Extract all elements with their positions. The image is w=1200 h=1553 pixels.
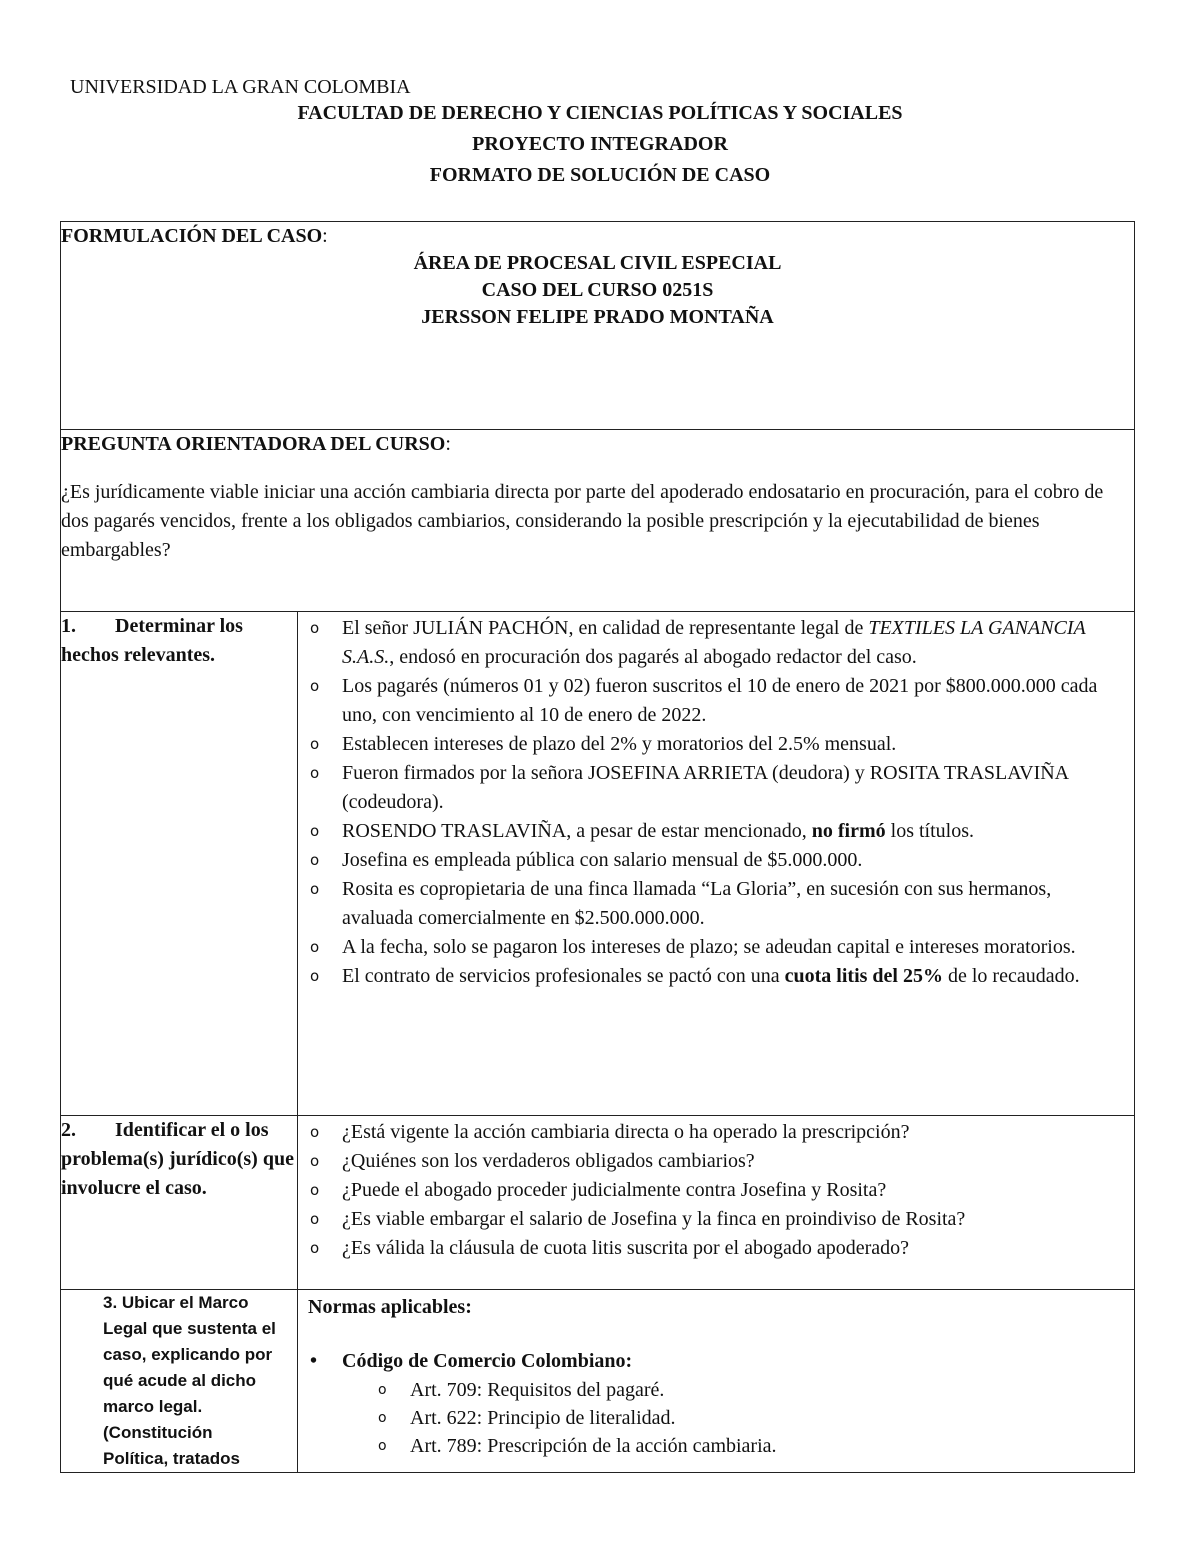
case-code: CASO DEL CURSO 0251S bbox=[481, 279, 714, 301]
fact-item bbox=[308, 817, 1116, 846]
fact-item bbox=[308, 759, 1116, 817]
fact-text: ROSENDO TRASLAVIÑA, a pesar de estar mencionado, bbox=[342, 820, 812, 842]
section1-number: 1. bbox=[61, 615, 76, 637]
project-title: PROYECTO INTEGRADOR bbox=[472, 133, 728, 155]
article-item bbox=[376, 1376, 1124, 1404]
fact-bullet: o bbox=[310, 677, 320, 695]
articles-list bbox=[308, 1376, 1124, 1460]
question-text: ¿Quiénes son los verdaderos obligados cambiarios? bbox=[342, 1150, 755, 1172]
formulacion-cell bbox=[61, 222, 1135, 430]
article-bullet: o bbox=[378, 1438, 387, 1454]
fact-italic: TEXTILES LA GANANCIA S.A.S. bbox=[342, 617, 1086, 668]
fact-bullet: o bbox=[310, 735, 320, 753]
question-text: ¿Es viable embargar el salario de Josefina y la finca en proindiviso de Rosita? bbox=[342, 1208, 966, 1230]
formulacion-label: FORMULACIÓN DEL CASO: bbox=[61, 225, 328, 247]
fact-text: Josefina es empleada pública con salario mensual de $5.000.000. bbox=[342, 849, 863, 871]
question-text: ¿Es válida la cláusula de cuota litis suscrita por el abogado apoderado? bbox=[342, 1237, 910, 1259]
section2-title: Identificar el o los problema(s) jurídico(s) que involucre el caso. bbox=[61, 1119, 294, 1199]
fact-text: , endosó en procuración dos pagarés al abogado redactor del caso. bbox=[389, 646, 917, 668]
fact-item bbox=[308, 875, 1116, 933]
fact-text: Fueron firmados por la señora JOSEFINA ARRIETA (deudora) y ROSITA TRASLAVIÑA (codeudora). bbox=[342, 762, 1069, 813]
question-item bbox=[308, 1147, 1116, 1176]
question-bullet: o bbox=[310, 1239, 320, 1257]
fact-bullet: o bbox=[310, 619, 320, 637]
question-item bbox=[308, 1176, 1116, 1205]
article-text: Art. 709: Requisitos del pagaré. bbox=[410, 1379, 665, 1401]
fact-text: El señor JULIÁN PACHÓN, en calidad de representante legal de bbox=[342, 617, 869, 639]
article-item bbox=[376, 1404, 1124, 1432]
article-bullet: o bbox=[378, 1382, 387, 1398]
fact-text: los títulos. bbox=[885, 820, 974, 842]
question-bullet: o bbox=[310, 1152, 320, 1170]
fact-bullet: o bbox=[310, 822, 320, 840]
section2-number: 2. bbox=[61, 1119, 76, 1141]
question-bullet: o bbox=[310, 1123, 320, 1141]
code-heading bbox=[308, 1346, 1124, 1376]
section2-row bbox=[61, 1116, 1135, 1290]
pregunta-cell bbox=[61, 430, 1135, 612]
fact-text: Rosita es copropietaria de una finca llamada “La Gloria”, en sucesión con sus hermanos, avaluada comercialmente en $2.500.000.000. bbox=[342, 878, 1052, 929]
pregunta-label: PREGUNTA ORIENTADORA DEL CURSO: bbox=[61, 433, 451, 455]
question-item bbox=[308, 1234, 1116, 1263]
article-text: Art. 789: Prescripción de la acción cambiaria. bbox=[410, 1435, 777, 1457]
question-bullet: o bbox=[310, 1181, 320, 1199]
fact-bullet: o bbox=[310, 764, 320, 782]
question-text: ¿Está vigente la acción cambiaria directa o ha operado la prescripción? bbox=[342, 1121, 910, 1143]
fact-item bbox=[308, 672, 1116, 730]
fact-text: de lo recaudado. bbox=[942, 965, 1080, 987]
facts-list bbox=[298, 614, 1134, 991]
fact-item bbox=[308, 730, 1116, 759]
article-bullet: o bbox=[378, 1410, 387, 1426]
section2-label bbox=[61, 1116, 298, 1290]
article-text: Art. 622: Principio de literalidad. bbox=[410, 1407, 676, 1429]
formulacion-row bbox=[61, 222, 1135, 430]
fact-text: Los pagarés (números 01 y 02) fueron suscritos el 10 de enero de 2021 por $800.000.000 cada uno, con vencimiento al 10 de enero de 2022. bbox=[342, 675, 1098, 726]
section3-label: 3. Ubicar el Marco Legal que sustenta el caso, explicando por qué acude al dicho marco legal. (Constitución Política, tratados bbox=[61, 1290, 298, 1473]
question-bullet: o bbox=[310, 1210, 320, 1228]
university-name: UNIVERSIDAD LA GRAN COLOMBIA bbox=[70, 76, 411, 98]
faculty-title: FACULTAD DE DERECHO Y CIENCIAS POLÍTICAS Y SOCIALES bbox=[297, 102, 903, 124]
section1-label bbox=[61, 612, 298, 1116]
section1-content bbox=[298, 612, 1135, 1116]
fact-bullet: o bbox=[310, 880, 320, 898]
question-item bbox=[308, 1205, 1116, 1234]
pregunta-text: ¿Es jurídicamente viable iniciar una acción cambiaria directa por parte del apoderado endosatario en procuración, para el cobro de dos pagarés vencidos, frente a los obligados cambiarios, considerando la posible prescripción y la ejecutabilidad de bienes embargables? bbox=[61, 481, 1104, 561]
section1-title: Determinar los hechos relevantes. bbox=[61, 615, 243, 666]
area-title: ÁREA DE PROCESAL CIVIL ESPECIAL bbox=[413, 252, 782, 274]
section1-row bbox=[61, 612, 1135, 1116]
code-title: Código de Comercio Colombiano: bbox=[342, 1350, 633, 1372]
fact-bold: cuota litis del 25% bbox=[784, 965, 943, 987]
article-item bbox=[376, 1432, 1124, 1460]
question-text: ¿Puede el abogado proceder judicialmente contra Josefina y Rosita? bbox=[342, 1179, 887, 1201]
format-title: FORMATO DE SOLUCIÓN DE CASO bbox=[429, 164, 771, 186]
section3-content bbox=[298, 1290, 1135, 1473]
code-bullet: • bbox=[310, 1350, 318, 1372]
fact-text: Establecen intereses de plazo del 2% y moratorios del 2.5% mensual. bbox=[342, 733, 897, 755]
fact-item bbox=[308, 962, 1116, 991]
question-item bbox=[308, 1118, 1116, 1147]
fact-bullet: o bbox=[310, 851, 320, 869]
fact-bullet: o bbox=[310, 967, 320, 985]
section2-content bbox=[298, 1116, 1135, 1290]
fact-item bbox=[308, 846, 1116, 875]
norms-block bbox=[298, 1290, 1134, 1460]
fact-item bbox=[308, 614, 1116, 672]
fact-text: A la fecha, solo se pagaron los intereses de plazo; se adeudan capital e intereses moratorios. bbox=[342, 936, 1076, 958]
fact-item bbox=[308, 933, 1116, 962]
section3-row bbox=[61, 1290, 1135, 1473]
fact-bold: no firmó bbox=[811, 820, 886, 842]
case-table bbox=[60, 221, 1135, 1473]
fact-text: El contrato de servicios profesionales se pactó con una bbox=[342, 965, 785, 987]
pregunta-row bbox=[61, 430, 1135, 612]
questions-list bbox=[298, 1118, 1134, 1263]
fact-bullet: o bbox=[310, 938, 320, 956]
normas-label: Normas aplicables: bbox=[308, 1296, 472, 1318]
author-name: JERSSON FELIPE PRADO MONTAÑA bbox=[421, 306, 774, 328]
